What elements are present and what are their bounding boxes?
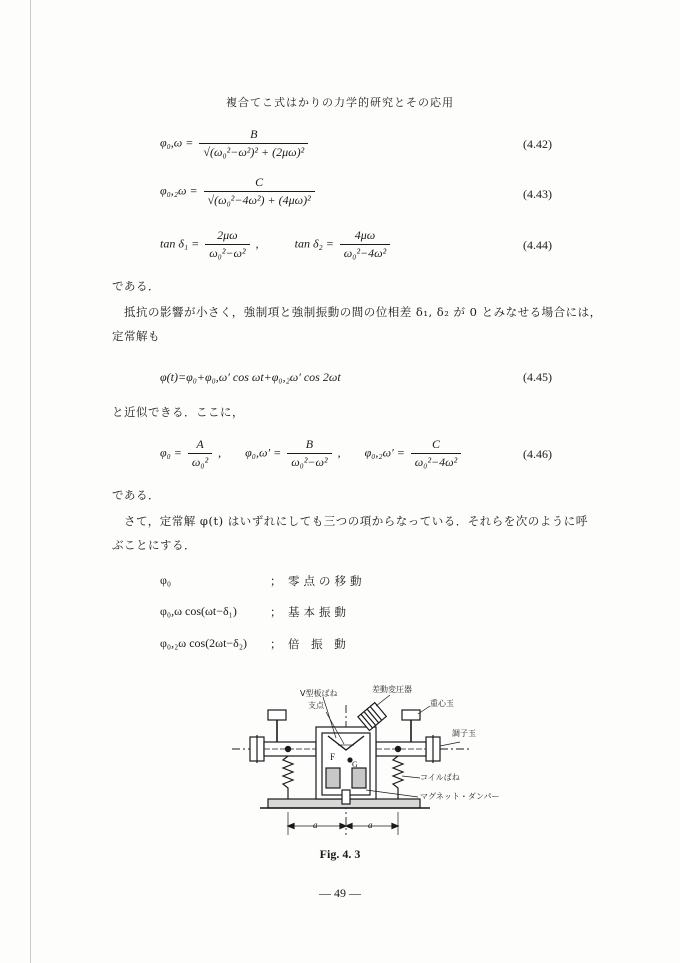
fig-label-weight: 重心玉 — [430, 699, 454, 708]
fig-label-g: G — [352, 760, 358, 769]
eq-4-44-numerator-1: 2μω — [217, 228, 238, 242]
running-header: 複合てこ式はかりの力学的研究とその応用 — [226, 96, 454, 109]
equation-4-44: tan δ₁ = $\frac{2\mu\omega}{\text{ω₀²−ω²}}$ , tan δ₂ = $\frac{4\mu\omega}{\text{ω₀²−4ω²}}$ — [160, 228, 393, 261]
fig-label-f: F — [330, 752, 336, 762]
fig-label-adjuster: 調子玉 — [452, 729, 476, 738]
paragraph-4: である． — [112, 488, 160, 502]
fig-label-fulcrum: 支点 — [308, 701, 324, 710]
left-pivot-dot — [285, 746, 290, 751]
equation-4-45: φ(t)=φ₀+φ₀,ω′ cos ωt+φ₀,₂ω′ cos 2ωt — [160, 370, 341, 384]
eq-4-43-denominator: √(ω₀²−4ω²) + (4μω)² — [204, 191, 315, 208]
equation-number-4-45: (4.45) — [523, 370, 552, 384]
leader-adjuster — [440, 742, 460, 746]
mode-3-separator: ； — [270, 637, 282, 651]
eq-4-42-lhs: φ₀,ω = — [160, 135, 194, 150]
eq-4-44-numerator-2: 4μω — [354, 228, 376, 242]
equation-number-4-42: (4.42) — [523, 137, 552, 151]
paragraph-3: と近似できる．ここに， — [112, 405, 244, 419]
page-number: — 49 — — [319, 886, 361, 900]
eq-4-44-denominator-1: ω₀²−ω² — [205, 244, 249, 261]
eq-4-44-denominator-2: ω₀²−4ω² — [340, 244, 390, 261]
equation-number-4-43: (4.43) — [523, 187, 552, 201]
eq-4-46-denominator-2: ω₀²−ω² — [287, 453, 331, 470]
figure-caption: Fig. 4. 3 — [319, 847, 361, 861]
center-foot — [342, 790, 350, 804]
eq-4-42-numerator: B — [250, 127, 258, 141]
leader-coil-spring — [402, 776, 420, 778]
paragraph-2-line-2: 定常解も — [112, 329, 160, 343]
left-weight — [268, 710, 286, 720]
fig-label-transformer: 差動変圧器 — [372, 685, 412, 694]
mode-2-symbol: φ₀,ω cos(ωt−δ₁) — [160, 604, 237, 618]
mode-1-symbol: φ₀ — [160, 573, 172, 587]
eq-4-44-lhs-2: tan δ₂ = — [294, 236, 334, 251]
paragraph-5-line-1: さて，定常解 φ(t) はいずれにしても三つの項からなっている．それらを次のように呼 — [124, 514, 588, 528]
eq-4-46-numerator-3: C — [432, 437, 441, 451]
central-frame — [316, 727, 376, 799]
eq-4-46-denominator-3: ω₀²−4ω² — [411, 453, 461, 470]
paragraph-1: である． — [112, 279, 160, 293]
mode-2-name: 基本振動 — [288, 605, 350, 619]
right-damper-block — [352, 768, 366, 788]
right-pivot-dot — [395, 746, 400, 751]
mode-1-name: 零点の移動 — [288, 574, 366, 588]
paragraph-2-line-1: 抵抗の影響が小さく，強制項と強制振動の間の位相差 δ₁, δ₂ が 0 とみなせる場合には， — [124, 305, 602, 319]
mode-3-name: 倍 振 動 — [288, 637, 350, 651]
eq-4-42-denominator: √(ω₀²−ω²)² + (2μω)² — [199, 143, 308, 160]
fig-label-damper: マグネット・ダンパー — [420, 792, 500, 801]
left-damper-block — [326, 768, 340, 788]
left-coil-spring — [283, 756, 293, 799]
right-coil-spring — [393, 756, 403, 799]
equation-4-46: φ₀ = $\frac{A}{\text{ω₀²}}$ , φ₀,ω′ = $\frac{B}{\text{ω₀²−ω²}}$ , φ₀,₂ω′ = $\frac{C}{\text{ω₀²−4ω²}}$ — [160, 437, 464, 470]
eq-4-46-lhs-1: φ₀ = — [160, 445, 182, 460]
eq-4-46-denominator-1: ω₀² — [188, 453, 212, 470]
eq-4-46-numerator-2: B — [305, 437, 314, 451]
fig-label-v-spring: V型板ばね — [300, 689, 338, 698]
eq-4-43-numerator: C — [255, 175, 264, 189]
eq-4-46-lhs-3: φ₀,₂ω′ = — [364, 445, 405, 460]
fig-label-a-left: a — [313, 820, 318, 830]
eq-4-43-lhs: φ₀,₂ω = — [160, 183, 198, 198]
equation-number-4-44: (4.44) — [523, 238, 552, 252]
mode-2-separator: ； — [270, 605, 282, 619]
leader-transformer — [376, 695, 390, 706]
fig-label-a-right: a — [368, 820, 373, 830]
right-weight — [402, 710, 420, 720]
eq-4-46-numerator-1: A — [196, 437, 204, 451]
eq-4-46-lhs-2: φ₀,ω′ = — [245, 445, 282, 460]
mode-3-symbol: φ₀,₂ω cos(2ωt−δ₂) — [160, 636, 248, 650]
differential-transformer — [358, 703, 386, 731]
mode-1-separator: ； — [270, 574, 282, 588]
fig-label-coil-spring: コイルばね — [420, 773, 460, 782]
eq-4-44-lhs-1: tan δ₁ = — [160, 236, 200, 251]
equation-number-4-46: (4.46) — [523, 447, 552, 461]
paragraph-5-line-2: ぶことにする． — [112, 538, 196, 552]
